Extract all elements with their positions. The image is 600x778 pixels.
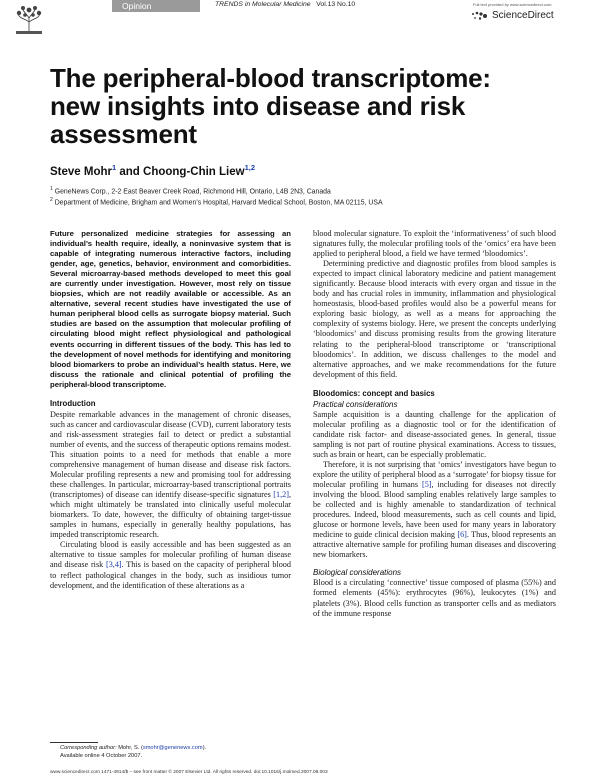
sciencedirect-dots-icon bbox=[470, 11, 488, 21]
title-line-3: assessment bbox=[50, 119, 197, 149]
corr-end: ). bbox=[202, 745, 207, 751]
body-text: , which might ultimately be translated into clinically useful molecular biomarkers. To date, however, the difficulty of obtaining target-tissue samples in humans, especially in generally healthy populations, has impeded transcriptomic research. bbox=[50, 490, 291, 540]
body-text: . Thus, blood represents an attractive alternative sample for profiling human diseases and discovering new biomarkers. bbox=[313, 530, 556, 560]
corresponding-author-note bbox=[60, 745, 206, 751]
body-text: Circulating blood is easily accessible and has been suggested as an alternative to tissue samples for molecular profiling of human disease and disease risk bbox=[50, 540, 291, 570]
page-footer: www.sciencedirect.com 1471-4914/$ – see front matter © 2007 Elsevier Ltd. All rights reserved. doi:10.1016/j.molmed.2007.08.003 bbox=[50, 770, 328, 775]
body-text: Therefore, it is not surprising that ‘omics’ investigators have begun to explore the utility of peripheral blood as a ‘surrogate’ for biopsy tissue for molecular profiling in humans bbox=[313, 459, 556, 490]
elsevier-logo-icon bbox=[14, 4, 44, 36]
affiliation-number: 1 bbox=[50, 186, 53, 192]
subsection-heading-practical: Practical considerations bbox=[313, 399, 398, 409]
title-line-2: new insights into disease and risk bbox=[50, 91, 466, 121]
available-online-note: Available online 4 October 2007. bbox=[60, 753, 143, 759]
article-title bbox=[50, 64, 570, 148]
subsection-heading-biological: Biological considerations bbox=[313, 568, 402, 578]
body-text: Despite remarkable advances in the management of chronic diseases, such as cancer and cardiovascular disease (CVD), current laboratory tests and risk-assessment strategies fail to detect or predict a substantial number of events, and the success of therapeutic options remains modest. This situation points to a need for methods that enable a more comprehensive management of human disease and disease risk factors. Molecular profiling represents a new and promising tool for addressing these challenges. In particular, microarray-based transcriptional portraits (transcriptomes) of disease can identify disease-specific signatures bbox=[50, 409, 291, 500]
author-separator: and bbox=[116, 165, 144, 178]
sciencedirect-brand[interactable]: ScienceDirect bbox=[492, 10, 554, 21]
abstract: Future personalized medicine strategies for assessing an individual’s health require, ideally, a noninvasive system that is capable of integrating numerous interactive factors, including gender, age, genetics, behavior, environment and comorbidities. Several microarray-based methods developed to meet this goal are currently under investigation. However, most rely on tissue biopsies, which are not readily available or accessible. As an alternative, several recent studies have investigated the use of human peripheral blood cells as surrogate biopsy material. Such studies are based on the assumption that molecular profiling of circulating blood might reflect physiological and pathological events occurring in different tissues of the body. This has led to the development of novel methods for identifying and monitoring blood biomarkers to probe an individual’s health status. Here, we discuss the rationale and clinical potential of profiling the peripheral-blood transcriptome. bbox=[50, 229, 291, 389]
body-text: . This is based on the capacity of peripheral blood to reflect pathological changes in the body, such as insidious tumor development, and the identification of these alterations as a bbox=[50, 560, 291, 590]
left-column bbox=[50, 229, 291, 591]
section-heading-bloodomics: Bloodomics: concept and basics bbox=[313, 388, 435, 398]
footnote-rule bbox=[50, 742, 98, 743]
affiliation-1 bbox=[50, 186, 331, 195]
affiliation-ref[interactable]: 1 bbox=[112, 163, 117, 172]
journal-name: TRENDS in Molecular Medicine bbox=[215, 1, 311, 8]
affiliation-ref[interactable]: 1,2 bbox=[244, 163, 256, 172]
sciencedirect-note: Full text provided by www.sciencedirect.com bbox=[473, 2, 552, 7]
citation-link[interactable]: [3,4] bbox=[105, 560, 122, 570]
email-link[interactable]: smohr@genenews.com bbox=[142, 745, 203, 751]
title-line-1: The peripheral-blood transcriptome: bbox=[50, 63, 491, 93]
citation-link[interactable]: [6] bbox=[457, 530, 467, 540]
citation-link[interactable]: [5] bbox=[421, 480, 432, 490]
right-column bbox=[313, 229, 556, 619]
author-name: Steve Mohr bbox=[50, 165, 112, 178]
corr-label: Corresponding author: bbox=[60, 745, 117, 751]
right-paragraph-1: blood molecular signature. To exploit the ‘informativeness’ of such blood signatures fully, the molecular profiling tools of the ‘omics’ era have been applied to peripheral blood, a field we have termed ‘bloodomics’. bbox=[313, 229, 556, 259]
right-paragraph-3: Sample acquisition is a daunting challenge for the application of molecular profiling as a diagnostic tool or for the identification of candidate risk factor- and disease-associated genes. In general, tissue sampling is not part of routine physical examinations. Access to tissues, such as brain or heart, can be especially problematic. bbox=[313, 409, 556, 459]
affiliation-2 bbox=[50, 197, 383, 206]
right-paragraph-4 bbox=[313, 460, 556, 560]
corr-name: Mohr, S. ( bbox=[116, 745, 143, 751]
article-type-tag: Opinion bbox=[112, 0, 200, 12]
right-paragraph-5: Blood is a circulating ‘connective’ tissue composed of plasma (55%) and formed elements (45%): erythrocytes (96%), leukocytes (1%) and platelets (3%). Blood cells function as transporter cells and as mediators of the immune response bbox=[313, 578, 556, 618]
intro-paragraph-2 bbox=[50, 540, 291, 590]
author-name: Choong-Chin Liew bbox=[143, 165, 245, 178]
journal-header bbox=[215, 1, 355, 8]
affiliation-text: GeneNews Corp., 2-2 East Beaver Creek Road, Richmond Hill, Ontario, L4B 2N3, Canada bbox=[54, 188, 331, 196]
body-text: , including for diseases not directly involving the blood. Blood sampling enables relatively large samples to be collected and is highly amenable to standardization of technical procedures. Indeed, blood measurements, such as cell counts and lipid, glucose or hormone levels, have been used for many years in laboratory medicine to guide clinical decision making bbox=[313, 480, 556, 540]
affiliation-number: 2 bbox=[50, 197, 53, 203]
journal-volume: Vol.13 No.10 bbox=[316, 1, 356, 8]
affiliation-text: Department of Medicine, Brigham and Women’s Hospital, Harvard Medical School, Boston, MA 02115, USA bbox=[54, 199, 383, 207]
section-heading-introduction: Introduction bbox=[50, 398, 96, 408]
right-paragraph-2: Determining predictive and diagnostic profiles from blood samples is expected to impact clinical laboratory medicine and patient management significantly. Because blood interacts with every organ and tissue in the body and has crucial roles in immunity, inflammation and physiological homeostasis, blood-based profiles would also be a powerful means for exploring basic biology, as well as a means for approaching the complexity of systems biology. Here, we present the concepts underlying ‘bloodomics’ and discuss promising results from the growing literature relating to the peripheral-blood transcriptome or ‘transcriptional bloodomics’. In addition, we discuss challenges to the model and alternative approaches, and we make recommendations for the future development of this field. bbox=[313, 259, 556, 379]
citation-link[interactable]: [1,2] bbox=[273, 490, 289, 500]
intro-paragraph-1 bbox=[50, 410, 291, 541]
author-list bbox=[50, 163, 255, 178]
